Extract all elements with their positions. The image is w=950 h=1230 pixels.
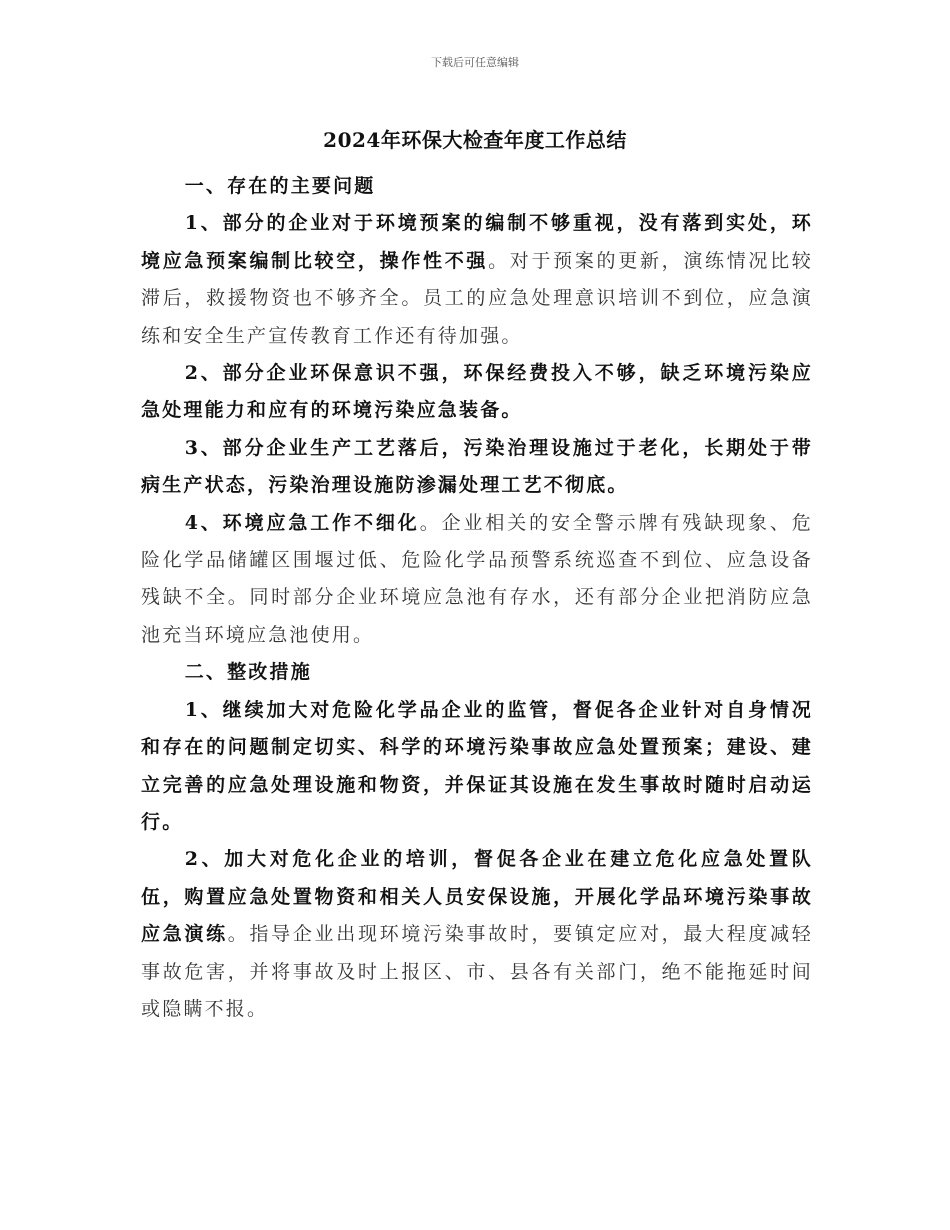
paragraph-measure-2 xyxy=(141,841,813,1028)
paragraph-problem-2 xyxy=(141,355,813,430)
paragraph-measure-1 xyxy=(141,692,813,842)
paragraph-bold-text: 3、部分企业生产工艺落后，污染治理设施过于老化，长期处于带病生产状态，污染治理设施防渗漏处理工艺不彻底。 xyxy=(141,436,813,497)
header-note: 下载后可任意编辑 xyxy=(431,56,519,69)
paragraph-normal-text: 。企业相关的安全警示牌有残缺现象、危险化学品储罐区围堰过低、危险化学品预警系统巡查不到位、应急设备残缺不全。同时部分企业环境应急池有存水，还有部分企业把消防应急池充当环境应急池使用。 xyxy=(141,511,813,646)
paragraph-bold-text: 1、继续加大对危险化学品企业的监管，督促各企业针对自身情况和存在的问题制定切实、科学的环境污染事故应急处置预案；建设、建立完善的应急处理设施和物资，并保证其设施在发生事故时随时启动运行。 xyxy=(141,698,813,833)
paragraph-problem-3 xyxy=(141,430,813,505)
document-body xyxy=(141,168,813,1028)
paragraph-bold-text: 2、部分企业环保意识不强，环保经费投入不够，缺乏环境污染应急处理能力和应有的环境污染应急装备。 xyxy=(141,362,813,422)
paragraph-normal-text: 。指导企业出现环境污染事故时，要镇定应对，最大程度减轻事故危害，并将事故及时上报区、市、县各有关部门，绝不能拖延时间或隐瞒不报。 xyxy=(141,923,813,1020)
paragraph-problem-1 xyxy=(141,205,813,355)
section-heading-problems: 一、存在的主要问题 xyxy=(184,175,376,197)
document-title: 2024年环保大检查年度工作总结 xyxy=(323,128,627,152)
section-heading-measures: 二、整改措施 xyxy=(184,661,312,684)
paragraph-normal-text: 。对于预案的更新，演练情况比较滞后，救援物资也不够齐全。员工的应急处理意识培训不到位，应急演练和安全生产宣传教育工作还有待加强。 xyxy=(141,249,813,347)
paragraph-bold-text: 1、部分的企业对于环境预案的编制不够重视，没有落到实处，环境应急预案编制比较空，操作性不强 xyxy=(141,212,813,272)
paragraph-problem-4 xyxy=(141,505,813,655)
paragraph-bold-text: 4、环境应急工作不细化 xyxy=(184,511,420,534)
paragraph-bold-text: 2、加大对危化企业的培训，督促各企业在建立危化应急处置队伍，购置应急处置物资和相关人员安保设施，开展化学品环境污染事故应急演练 xyxy=(141,848,813,946)
